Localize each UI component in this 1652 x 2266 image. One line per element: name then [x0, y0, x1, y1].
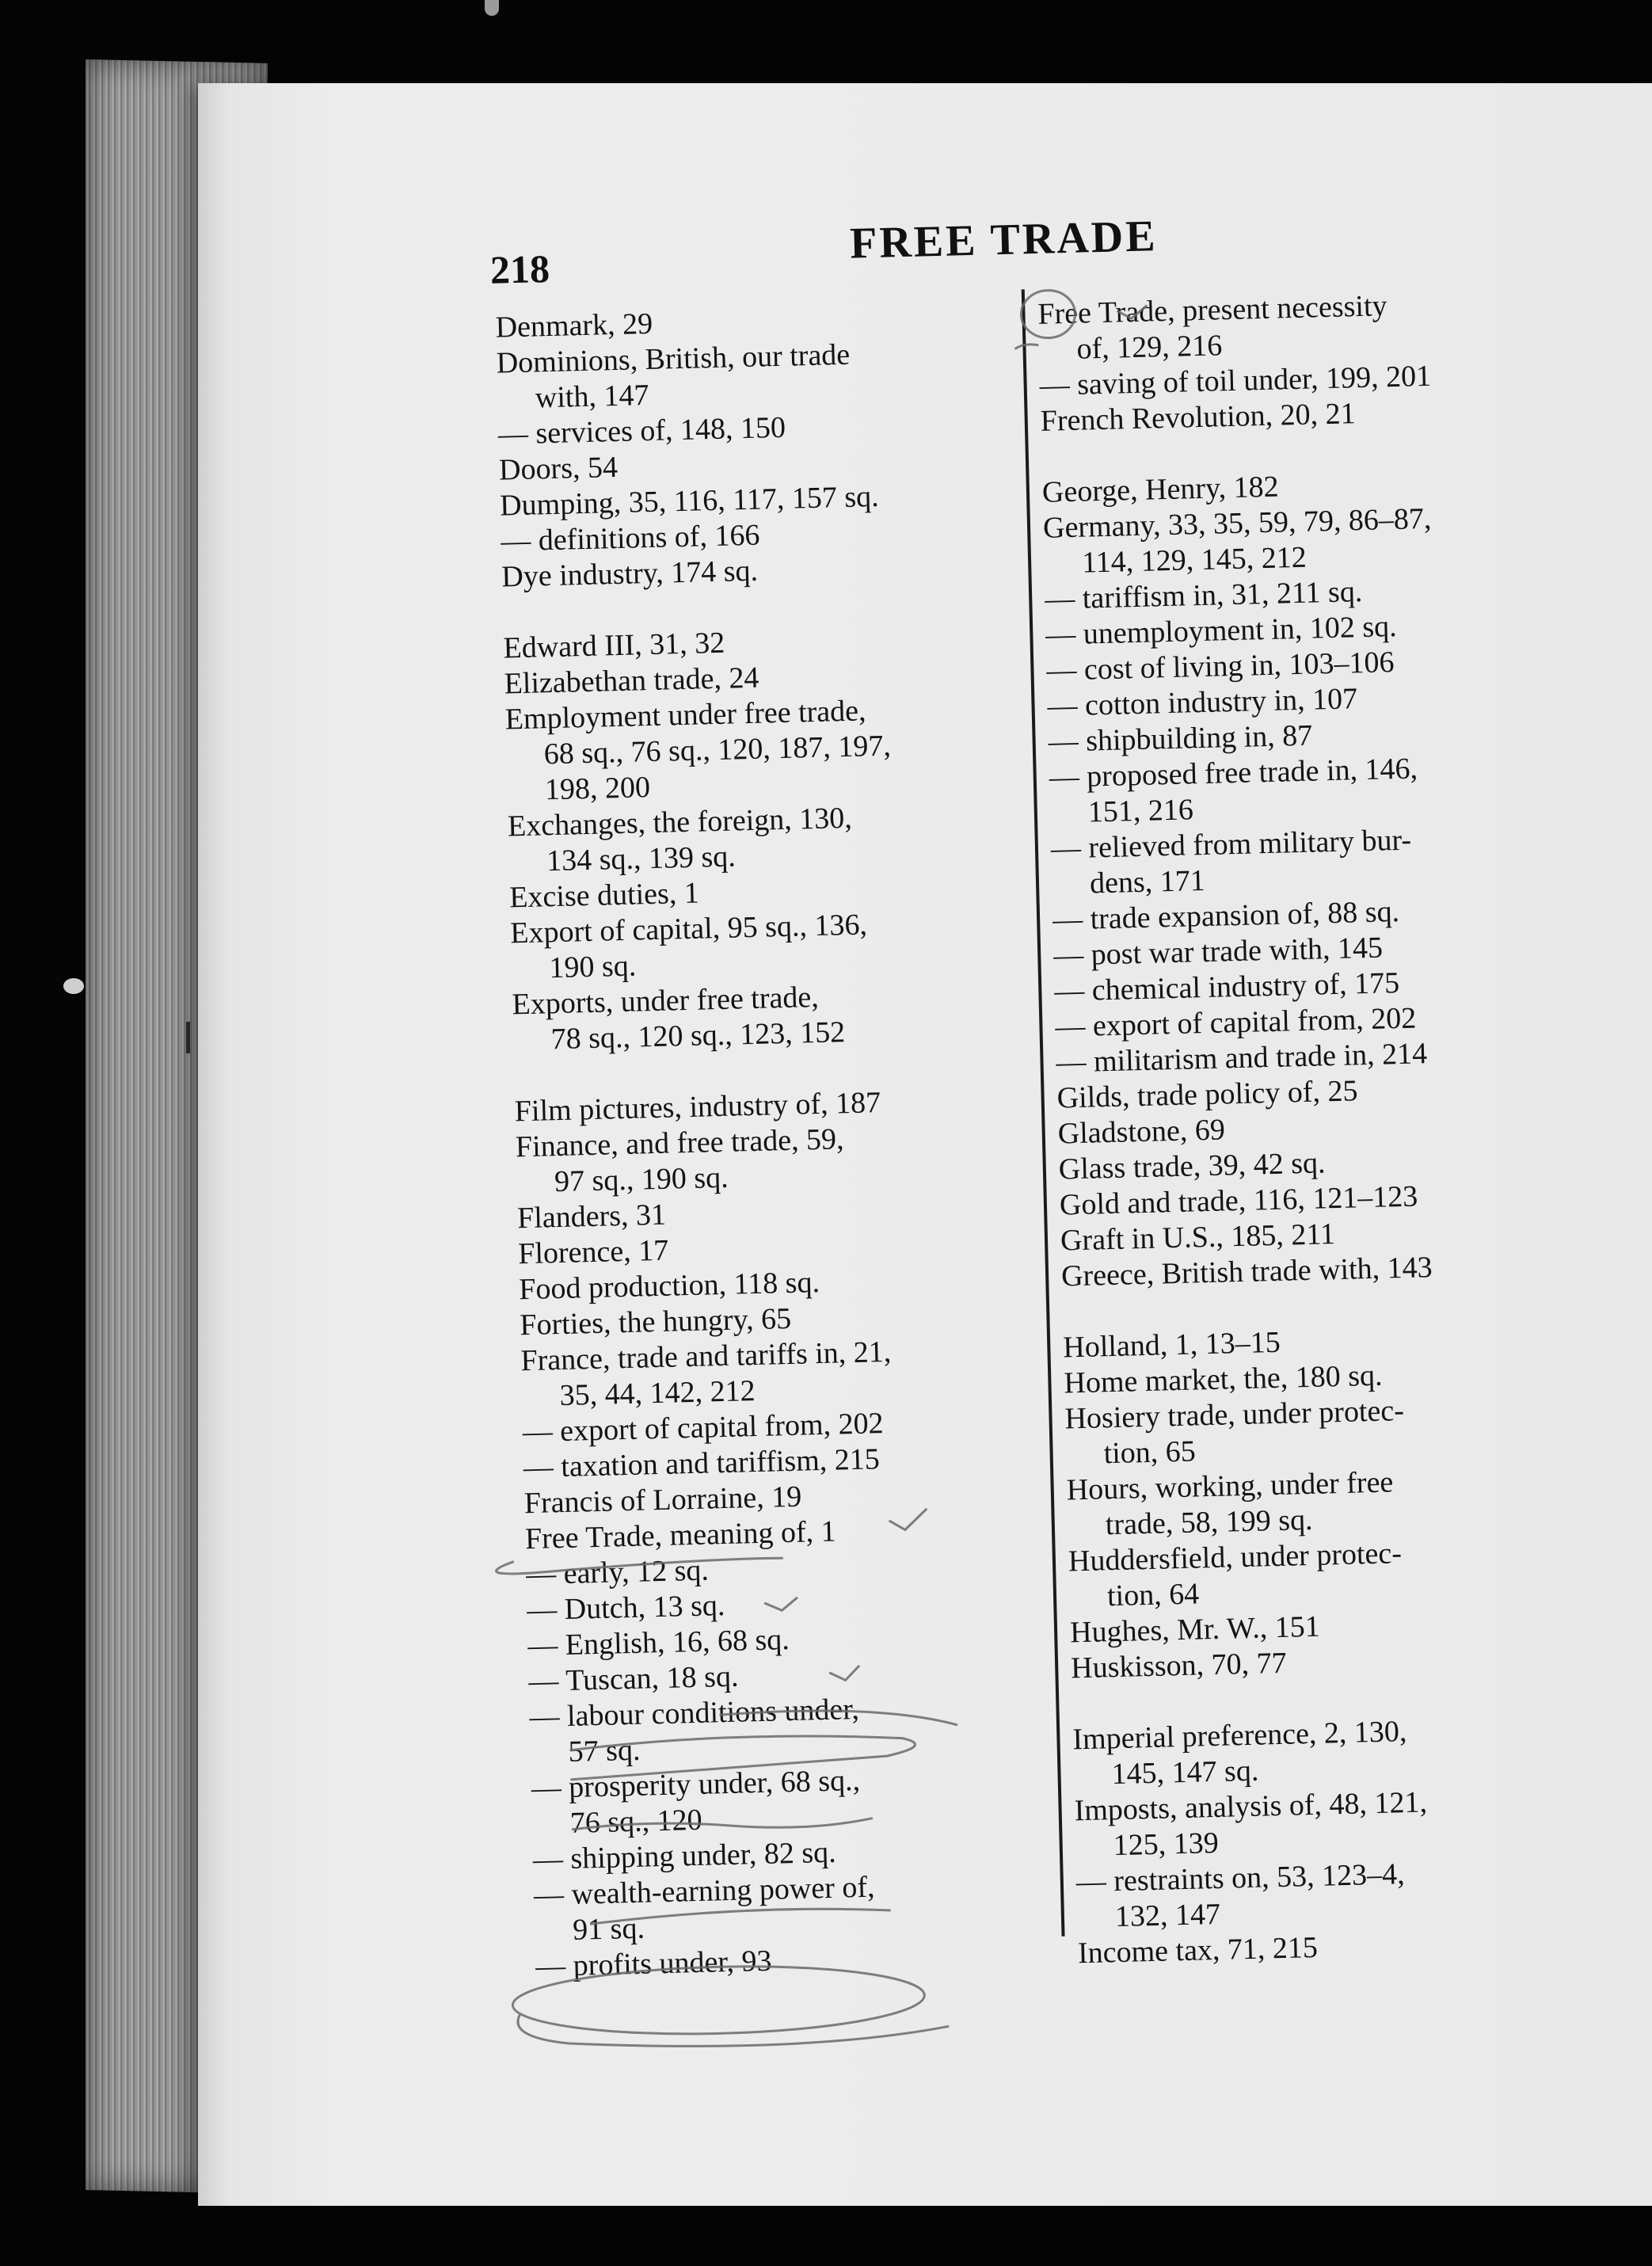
index-entry-heading: Export of capital, 95 sq., 136, [509, 908, 868, 950]
index-entry [510, 904, 1026, 988]
index-entry-heading: — taxation and tariffism, 215 [523, 1442, 881, 1485]
index-entry [512, 975, 1028, 1059]
index-entry-continuation: 97 sq., 190 sq. [554, 1160, 729, 1199]
index-entry-heading: — cost of living in, 103–106 [1045, 646, 1395, 687]
index-entry-heading: Dye industry, 174 sq. [501, 554, 759, 594]
index-entry-heading: Exports, under free trade, [512, 980, 820, 1022]
index-entry-heading: Free Trade, meaning of, 1 [524, 1514, 837, 1556]
index-entry-continuation: tion, 65 [1103, 1434, 1197, 1471]
index-entry-heading: Flanders, 31 [516, 1198, 667, 1236]
index-entry-heading: — definitions of, 166 [500, 518, 760, 558]
index-entry-continuation: trade, 58, 199 sq. [1105, 1502, 1314, 1542]
pencil-loop [518, 2002, 950, 2051]
index-entry [520, 1331, 1037, 1415]
index-entry [1068, 1531, 1616, 1616]
index-entry-heading: Home market, the, 180 sq. [1063, 1358, 1383, 1400]
index-entry-heading: Dominions, British, our trade [496, 337, 851, 380]
index-entry-heading: — shipbuilding in, 87 [1048, 718, 1313, 759]
index-entry-continuation: 125, 139 [1113, 1826, 1220, 1863]
index-entry-heading: Finance, and free trade, 59, [515, 1122, 845, 1164]
index-entry-continuation: of, 129, 216 [1076, 329, 1223, 366]
index-entry-heading: Income tax, 71, 215 [1077, 1930, 1319, 1971]
index-entry [531, 1758, 1047, 1842]
index-entry-heading: — post war trade with, 145 [1052, 931, 1384, 973]
index-entry-continuation: dens, 171 [1089, 863, 1206, 901]
index-entry-heading: George, Henry, 182 [1041, 470, 1280, 509]
index-entry-heading: Huskisson, 70, 77 [1070, 1646, 1288, 1685]
index-entry-heading: — cotton industry in, 107 [1047, 682, 1358, 723]
margin-speck [63, 978, 84, 994]
index-entry [1064, 1388, 1612, 1473]
index-entry [504, 690, 1021, 774]
index-entry-heading: Free Trade, present necessity [1037, 289, 1387, 331]
index-entry-heading: Edward III, 31, 32 [503, 626, 725, 665]
pencil-dash [1014, 345, 1038, 349]
index-entry-heading: France, trade and tariffs in, 21, [520, 1335, 892, 1378]
index-entry-heading: Dumping, 35, 116, 117, 157 sq. [499, 479, 880, 523]
index-entry-heading: French Revolution, 20, 21 [1040, 397, 1357, 438]
index-entry-continuation: 190 sq. [548, 949, 637, 985]
index-entry-heading: Glass trade, 39, 42 sq. [1058, 1146, 1326, 1186]
page-content [173, 61, 1652, 2218]
index-entry-heading: Gold and trade, 116, 121–123 [1059, 1179, 1418, 1222]
index-entry-heading: Gladstone, 69 [1057, 1113, 1226, 1151]
running-head: FREE TRADE [849, 211, 1159, 268]
index-entry-heading: Food production, 118 sq. [518, 1266, 820, 1307]
index-entry-heading: Exchanges, the foreign, 130, [507, 801, 853, 844]
index-entry [515, 1117, 1031, 1201]
index-entry [1074, 1780, 1622, 1864]
index-entry [1066, 1460, 1614, 1544]
index-entry-heading: — English, 16, 68 sq. [527, 1623, 790, 1663]
index-entry-heading: Hughes, Mr. W., 151 [1069, 1609, 1321, 1650]
index-entry-continuation: 91 sq. [572, 1911, 645, 1947]
index-entry-heading: Elizabethan trade, 24 [504, 661, 759, 701]
index-entry-heading: — chemical industry of, 175 [1053, 966, 1400, 1008]
index-column-right [1037, 284, 1624, 1971]
index-entry-heading: Florence, 17 [517, 1233, 669, 1271]
index-entry-heading: Excise duties, 1 [508, 876, 700, 915]
index-entry-continuation: 76 sq., 120 [569, 1803, 703, 1840]
index-entry-continuation: 198, 200 [544, 771, 651, 807]
index-entry-heading: — export of capital from, 202 [1054, 1001, 1417, 1044]
index-entry-continuation: 132, 147 [1114, 1897, 1221, 1934]
index-entry [508, 797, 1024, 881]
index-entry-continuation: 114, 129, 145, 212 [1081, 540, 1308, 580]
index-entry-heading: Imposts, analysis of, 48, 121, [1074, 1785, 1428, 1828]
index-entry-heading: Francis of Lorraine, 19 [523, 1480, 802, 1521]
index-entry-heading: — proposed free trade in, 146, [1049, 752, 1418, 794]
index-entry [496, 333, 1012, 417]
index-entry [1050, 818, 1598, 903]
index-entry-heading: — prosperity under, 68 sq., [531, 1763, 861, 1806]
index-entry-continuation: 151, 216 [1087, 793, 1194, 829]
index-entry-continuation: 35, 44, 142, 212 [559, 1374, 756, 1413]
book-page [198, 83, 1652, 2206]
index-entry [1049, 747, 1597, 832]
index-entry-heading: — early, 12 sq. [525, 1553, 710, 1592]
index-entry-heading: — relieved from military bur- [1050, 823, 1412, 866]
index-entry-heading: Denmark, 29 [495, 307, 653, 345]
index-entry-heading: — export of capital from, 202 [522, 1407, 885, 1449]
index-entry-heading: Greece, British trade with, 143 [1060, 1251, 1433, 1293]
index-entry-heading: Hosiery trade, under protec- [1064, 1394, 1405, 1436]
index-entry-heading: — unemployment in, 102 sq. [1045, 609, 1398, 652]
index-entry-heading: — tariffism in, 31, 211 sq. [1044, 575, 1363, 616]
index-entry-heading: — profits under, 93 [535, 1944, 772, 1984]
index-entry-heading: — Tuscan, 18 sq. [527, 1659, 739, 1699]
index-entry-continuation: 134 sq., 139 sq. [546, 840, 737, 878]
index-entry-heading: — wealth-earning power of, [533, 1870, 875, 1913]
page-number: 218 [489, 246, 550, 292]
index-entry-heading: Gilds, trade policy of, 25 [1056, 1074, 1359, 1115]
index-entry-heading: — labour conditions under, [529, 1692, 860, 1735]
film-scratch [485, 0, 499, 16]
index-entry-heading: — restraints on, 53, 123–4, [1075, 1857, 1406, 1899]
index-entry-heading: Imperial preference, 2, 130, [1072, 1715, 1407, 1757]
index-entry-heading: — trade expansion of, 88 sq. [1052, 894, 1400, 937]
index-entry [1043, 497, 1591, 582]
index-column-left [495, 298, 1050, 1985]
index-entry-continuation: with, 147 [535, 378, 649, 415]
index-entry-heading: — services of, 148, 150 [497, 410, 786, 451]
index-entry [1075, 1851, 1623, 1936]
margin-speck [186, 1022, 190, 1053]
index-entry-continuation: tion, 64 [1106, 1577, 1200, 1613]
index-entry-heading: — shipping under, 82 sq. [532, 1835, 837, 1877]
index-entry [529, 1687, 1045, 1771]
index-entry-heading: Forties, the hungry, 65 [519, 1301, 792, 1342]
index-entry-heading: Hours, working, under free [1066, 1465, 1394, 1507]
index-entry-continuation: 145, 147 sq. [1111, 1754, 1259, 1792]
index-entry [1037, 284, 1585, 368]
index-entry-heading: Doors, 54 [498, 450, 619, 487]
index-entry-heading: — militarism and trade in, 214 [1056, 1037, 1428, 1080]
index-entry-heading: Huddersfield, under protec- [1068, 1537, 1403, 1579]
index-entry-continuation: 78 sq., 120 sq., 123, 152 [550, 1015, 846, 1057]
index-entry-heading: Graft in U.S., 185, 211 [1060, 1217, 1336, 1258]
index-entry-continuation: 57 sq. [568, 1733, 641, 1769]
index-entry-heading: Employment under free trade, [504, 694, 866, 737]
index-entry-heading: Film pictures, industry of, 187 [514, 1086, 881, 1129]
index-entry [1072, 1709, 1620, 1794]
index-entry-heading: — saving of toil under, 199, 201 [1039, 359, 1432, 402]
index-entry-heading: Germany, 33, 35, 59, 79, 86–87, [1042, 501, 1432, 545]
index-entry-continuation: 68 sq., 76 sq., 120, 187, 197, [543, 729, 892, 771]
index-entry-heading: — Dutch, 13 sq. [526, 1589, 725, 1628]
index-entry [534, 1865, 1050, 1949]
index-entry-heading: Holland, 1, 13–15 [1062, 1325, 1281, 1365]
